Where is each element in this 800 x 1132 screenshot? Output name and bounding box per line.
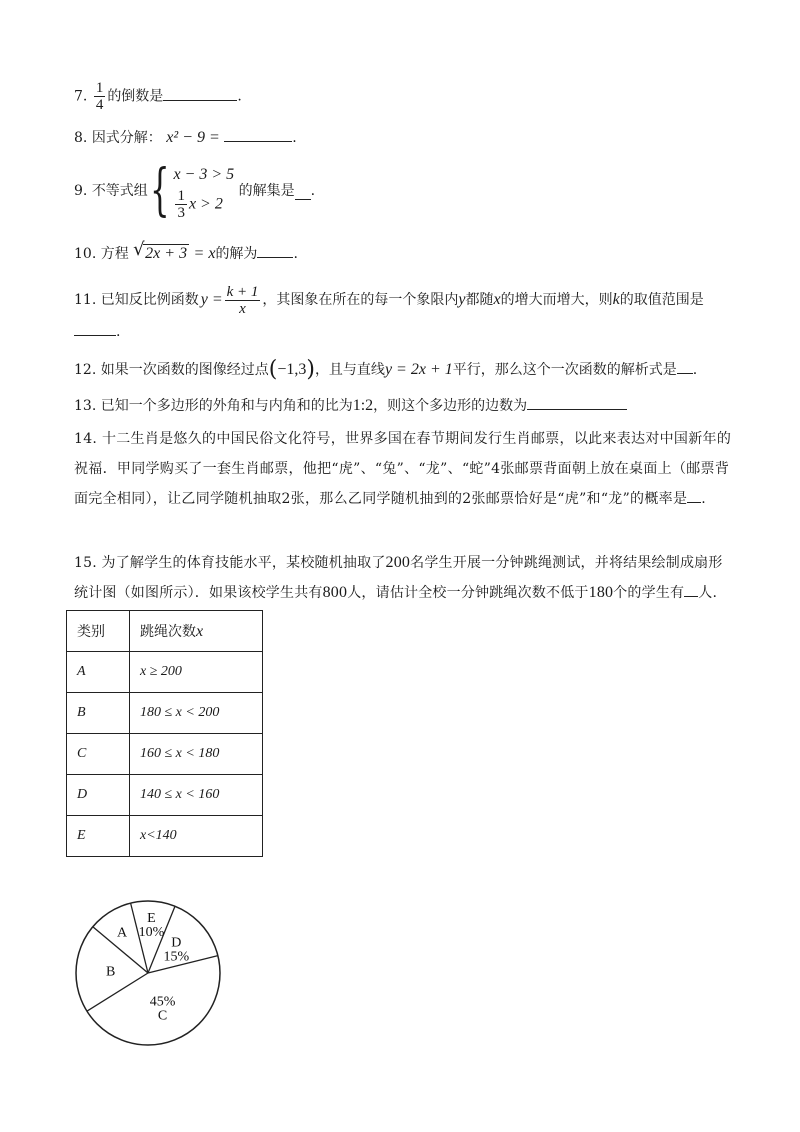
question-number: 10.: [74, 246, 97, 262]
table-row: [67, 734, 263, 775]
question-14: 14. 十二生肖是悠久的中国民俗文化符号，世界多国在春节期间发行生肖邮票，以此来表达对中国新年的祝福．甲同学购买了一套生肖邮票，他把“虎”、“兔”、“龙”、“蛇”4张邮票背面朝上放在桌面上（邮票背面完全相同），让乙同学随机抽取2张，那么乙同学随机抽到的2张邮票恰好是“虎”和“龙”的概率是 .: [74, 431, 732, 507]
pie-category-label: D: [171, 935, 182, 951]
table-row: [67, 693, 263, 734]
question-number: 15.: [74, 555, 97, 571]
question-number: 13.: [74, 398, 97, 414]
table-header: 跳绳次数x: [130, 611, 263, 652]
pie-percent-label: 10%: [138, 925, 165, 941]
question-number: 8.: [74, 130, 88, 146]
question-number: 9.: [74, 183, 88, 199]
inequality-1: x − 3 > 5: [173, 165, 235, 183]
table-row: [67, 652, 263, 693]
range-cell: 180 ≤ x < 200: [130, 693, 263, 734]
question-text: 因式分解：: [91, 130, 162, 146]
inequality-2: $\frac{1}{3}$ x > 2: [177, 187, 223, 221]
point-coordinates: −1,3: [277, 361, 307, 378]
question-number: 12.: [74, 362, 97, 378]
question-11-answer-line: .: [74, 318, 740, 346]
answer-blank[interactable]: [74, 319, 116, 336]
question-7: 7. $\frac{1}{4}$ 的倒数是 .: [74, 80, 242, 113]
category-table: [66, 610, 263, 857]
pie-category-label: B: [106, 964, 116, 980]
math-expression: x² − 9 =: [166, 129, 220, 146]
inequality-system: [148, 158, 235, 223]
category-cell: C: [67, 734, 130, 775]
question-text: 的解为: [215, 246, 258, 262]
answer-blank[interactable]: [295, 183, 311, 200]
question-text: 的倒数是: [107, 88, 164, 105]
fraction: $\frac{1}{4}$: [95, 80, 104, 113]
question-number: 14.: [74, 431, 98, 447]
range-cell: 160 ≤ x < 180: [130, 734, 263, 775]
question-10: 10. 方程 √ 2x + 3 = x的解为 .: [74, 240, 740, 268]
answer-blank[interactable]: [677, 357, 693, 374]
table-header: 类别: [67, 611, 130, 652]
answer-blank[interactable]: [527, 393, 627, 410]
question-number: 11.: [74, 292, 97, 308]
pie-chart: [70, 895, 230, 1055]
line-equation: y = 2x + 1: [384, 361, 453, 378]
table-header-row: [67, 611, 263, 652]
answer-blank[interactable]: [224, 125, 292, 142]
pie-category-label: A: [117, 925, 128, 941]
answer-blank[interactable]: [163, 84, 237, 101]
pie-category-label: C: [157, 1008, 168, 1024]
question-8: 8. 因式分解： x² − 9 = .: [74, 124, 740, 152]
question-15: 15. 为了解学生的体育技能水平，某校随机抽取了200名学生开展一分钟跳绳测试，并将结果绘制成扇形统计图（如图所示）．如果该校学生共有800人，请估计全校一分钟跳绳次数不低于180个的学生有 人.: [74, 554, 723, 601]
question-text: 方程: [100, 246, 129, 262]
question-text: 十二生肖是悠久的中国民俗文化符号，世界多国在春节期间发行生肖邮票，以此来表达对中国新年的祝福．甲同学购买了一套生肖邮票，他把“虎”、“兔”、“龙”、“蛇”4张邮票背面朝上放在桌面上（邮票背面完全相同），让乙同学随机抽取2张，那么乙同学随机抽到的2张邮票恰好是“虎”和“龙”的概率是: [74, 431, 732, 507]
answer-blank[interactable]: [684, 580, 698, 597]
square-root: √ 2x + 3: [133, 239, 188, 262]
question-text: 的解集是: [238, 183, 295, 199]
question-13: 13. 已知一个多边形的外角和与内角和的比为1:2，则这个多边形的边数为: [74, 392, 740, 420]
pie-percent-label: 15%: [163, 949, 190, 965]
category-cell: E: [67, 816, 130, 857]
question-text: 不等式组: [91, 183, 148, 199]
range-cell: 140 ≤ x < 160: [130, 775, 263, 816]
answer-blank[interactable]: [257, 241, 293, 258]
range-cell: x ≥ 200: [130, 652, 263, 693]
pie-percent-label: 45%: [149, 994, 176, 1010]
category-cell: B: [67, 693, 130, 734]
question-9: 9. 不等式组 { x − 3 > 5 $\frac{1}{3}$ x > 2 的解集是 .: [74, 158, 316, 223]
table-row: [67, 775, 263, 816]
fraction: $\frac{k + 1}{x}$: [226, 283, 259, 317]
question-number: 7.: [74, 88, 88, 105]
range-cell: x<140: [130, 816, 263, 857]
brace: {: [149, 158, 170, 223]
question-11: 11. 已知反比例函数 y = $\frac{k + 1}{x}$ ，其图象在所在的每一个象限内 y 都随 x 的增大而增大，则 k 的取值范围是: [74, 283, 704, 317]
category-cell: A: [67, 652, 130, 693]
table-row: [67, 816, 263, 857]
pie-category-label: E: [147, 911, 156, 927]
answer-blank[interactable]: [687, 486, 701, 503]
category-cell: D: [67, 775, 130, 816]
question-12: 12. 如果一次函数的图像经过点(−1,3)，且与直线y = 2x + 1平行，那么这个一次函数的解析式是 .: [74, 357, 698, 382]
